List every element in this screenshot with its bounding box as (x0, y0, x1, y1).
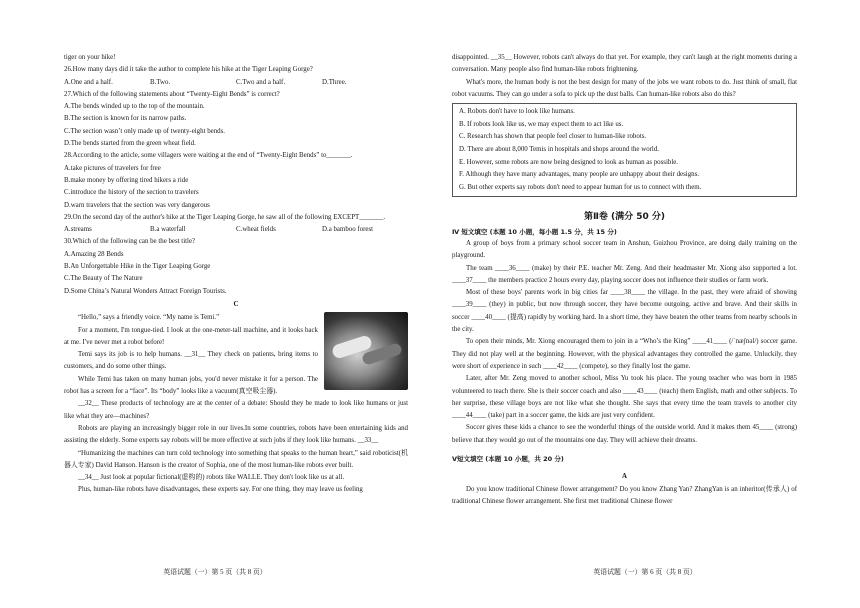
box-option: G. But other experts say robots don't need to appear human for us to connect with them. (459, 183, 702, 191)
q26-options (64, 77, 408, 89)
box-option: E. However, some robots are now being designed to look as human as possible. (459, 158, 679, 166)
paragraph: To open their minds, Mr. Xiong encouraged them to join in a “Who’s the King” ____41____ (/ˈnæʃnəl/) soccer game. They did not play well at the beginning. However, with the physical advantages they controlled the game. Unluckily, they were short of experience in such ____42____ (compete), so they finally lost the game. (452, 338, 797, 370)
section-c-heading: C (233, 300, 239, 308)
paragraph: Plus, human-like robots have disadvantages, these experts say. For one thing, they may leave us feeling (78, 486, 363, 494)
section5-letter: A (622, 473, 627, 481)
option: C.The section wasn’t only made up of twenty-eight bends. (64, 127, 226, 135)
option: B.An Unforgettable Hike in the Tiger Leaping Gorge (64, 263, 211, 271)
box-option: B. If robots look like us, we may expect them to act like us. (459, 120, 624, 128)
question-26: 26.How many days did it take the author to complete his hike at the Tiger Leaping Gorge? (64, 66, 313, 74)
section5-heading: Ⅴ短文填空 (本题 10 小题，共 20 分) (452, 454, 564, 463)
paragraph: The team ____36____ (make) by their P.E. teacher Mr. Zeng. And their headmaster Mr. Xiong also supported a lot. ____37____ the members practice 2 hours every day, playing soccer does not influence their studies or farm work. (452, 264, 797, 284)
page-footer: 英语试题（一）第 5 页（共 8 页） (163, 569, 267, 576)
section4-heading: Ⅳ 短文填空 (本题 10 小题，每小题 1.5 分，共 15 分) (452, 227, 617, 236)
box-option: A. Robots don't have to look like humans. (459, 108, 575, 116)
part2-title: 第Ⅱ卷 (满分 50 分) (583, 212, 666, 223)
paragraph: Robots are playing an increasingly bigger role in our lives.In some countries, robots have been entertaining kids and assisting the elderly. Some experts say robots will be more effective at such jobs if they look like humans. __33__ (64, 424, 408, 445)
option: A.One and a half. (64, 78, 113, 86)
box-option: D. There are about 8,000 Temis in hospitals and shops around the world. (459, 145, 660, 153)
option: C.wheat fields (236, 226, 276, 234)
left-column (64, 52, 408, 497)
robot-handshake-image (324, 312, 408, 390)
option: B.The section is known for its narrow paths. (64, 115, 187, 123)
paragraph: Most of these boys' parents work in big cities far ____38____ the village. In the past, they were afraid of showing ____39____ (they) in public, but now through soccer, they have become outgoing, active and brave. And their skills in soccer ____40____ (提高) rapidly by working hard. In a short time, they have beaten the other teams from nearby schools in the city. (452, 289, 797, 334)
page-footer: 英语试题（一）第 6 页（共 8 页） (593, 569, 697, 576)
option: B.make money by offering tired hikers a ride (64, 176, 189, 184)
option: B.a waterfall (150, 226, 186, 234)
paragraph: Soccer gives these kids a chance to see the wonderful things of the outside world. And it makes them 45____ (strong) believe that they would go out of the mountains one day. They will achieve their dreams. (452, 424, 797, 444)
option: A.The bends winded up to the top of the mountain. (64, 103, 205, 111)
question-29: 29.On the second day of the author's hike at the Tiger Leaping Gorge, he saw all of the following EXCEPT_______. (64, 213, 386, 221)
option: D.warn travelers that the section was very dangerous (64, 201, 210, 209)
right-column (452, 52, 797, 508)
text-line: tiger on your hike! (64, 54, 116, 61)
paragraph: While Temi has taken on many human jobs, you'd never mistake it for a person. The robot has a screen for a “face”. Its “body” looks like a vacuum(真空吸尘器). (64, 375, 318, 396)
paragraph: “Hello,” says a friendly voice. “My name is Temi.” (78, 314, 220, 322)
option: C.Two and a half. (236, 78, 286, 86)
option: D.Some China’s Natural Wonders Attract Foreign Tourists. (64, 287, 227, 295)
paragraph: __34__ Just look at popular fictional(虚构的) robots like WALLE. They don't look like us at all. (78, 474, 345, 482)
q29-options (64, 224, 408, 236)
option: D.The bends started from the green wheat field. (64, 140, 196, 148)
paragraph: Do you know traditional Chinese flower arrangement? Do you know Zhang Yan? ZhangYan is an inheritor(传承人) of traditional Chinese flower arrangement. She first met traditional Chinese flower (452, 485, 797, 505)
paragraph: Later, after Mr. Zeng moved to another school, Miss Yu took his place. The young teacher who was born in 1985 volunteered to teach there. She is their soccer coach and also ____43____ (teach) them English, math and other subjects. To her surprise, these village boys are not like what she thought. She says that every time the team travels to another city ____44____ (take) part in a soccer game, the kids are just very confident. (452, 375, 797, 420)
paragraph: __32__ These products of technology are at the center of a debate: Should they be made to look like humans or just like what they are—machines? (64, 400, 408, 420)
option: C.The Beauty of The Nature (64, 275, 143, 283)
paragraph: disappointed. __35__ However, robots can't always do that yet. For example, they can't laugh at the right moments during a conversation. Many people also find human-like robots frightening. (452, 54, 797, 74)
options-box (452, 103, 797, 197)
right-page (430, 0, 860, 608)
paragraph: For a moment, I'm tongue-tied. I look at the one-meter-tall machine, and it looks back at me. I've never met a robot before! (64, 326, 318, 346)
box-option: F. Although they have many advantages, many people are unhappy about their designs. (459, 171, 699, 179)
paragraph: Temi says its job is to help humans. __31__ They check on patients, bring items to customers, and do some other things. (64, 351, 318, 371)
paragraph: What's more, the human body is not the best design for many of the jobs we want robots to do. Just think of small, flat robot vacuums. They can go under a sofa to pick up the dust balls. Can human-like robots also do this? (452, 78, 797, 98)
paragraph: A group of boys from a primary school soccer team in Anshun, Guizhou Province, are doing daily training on the playground. (452, 239, 797, 260)
option: A.Amazing 28 Bends (64, 250, 124, 258)
option: D.Three. (322, 78, 347, 86)
paragraph: “Humanizing the machines can turn cold technology into something that speaks to the human heart,” said roboticist(机器人专家) David Hanson. Hanson is the creator of Sophia, one of the most human-like robots ever built. (64, 449, 408, 469)
option: B.Two. (150, 78, 171, 86)
option: D.a bamboo forest (322, 226, 374, 234)
option: C.introduce the history of the section to travelers (64, 189, 199, 197)
option: A.streams (64, 226, 92, 234)
question-27: 27.Which of the following statements about “Twenty-Eight Bends” is correct? (64, 90, 280, 98)
box-option: C. Research has shown that people feel closer to human-like robots. (459, 133, 647, 141)
question-30: 30.Which of the following can be the best title? (64, 238, 196, 246)
question-28: 28.According to the article, some villagers were waiting at the end of “Twenty-Eight Bends” to_______. (64, 152, 353, 160)
option: A.take pictures of travelers for free (64, 164, 161, 172)
